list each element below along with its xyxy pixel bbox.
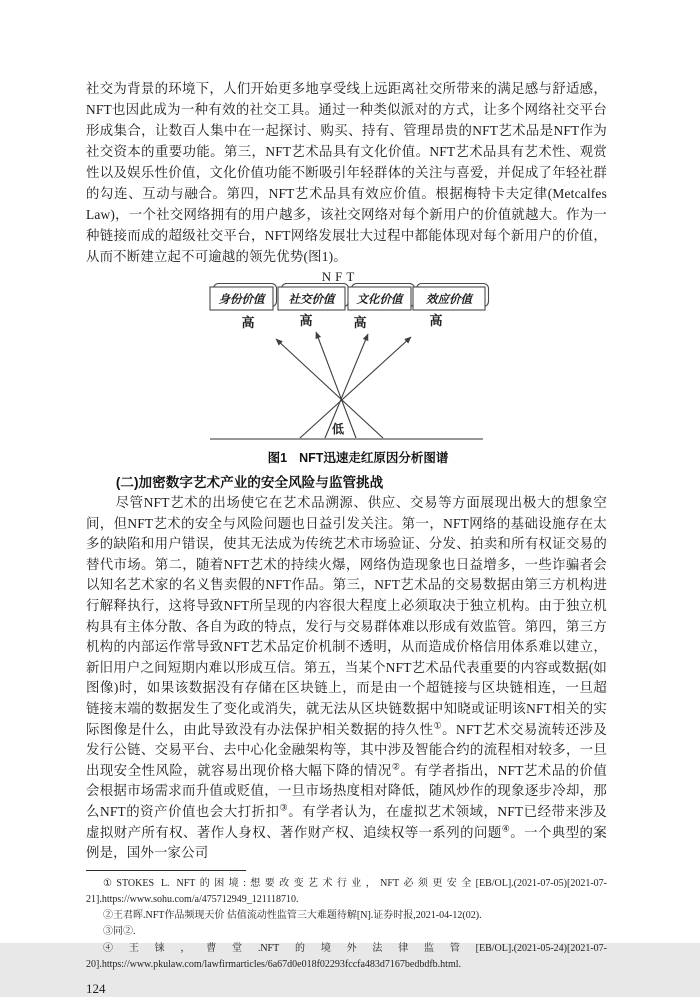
nft-value-diagram [148,267,568,445]
para2-segment: 尽管NFT艺术的出场使它在艺术品溯源、供应、交易等方面展现出极大的想象空间，但NFT艺术的安全与风险问题也日益引发关注。第一，NFT网络的基础设施存在太多的缺陷和用户错误，使其无法成为传统艺术市场验证、分发、拍卖和所有权证交易的替代市场。第二，随着NFT艺术的持续火爆，网络伪造现象也日益增多，一些诈骗者会以知名艺术家的名义售卖假的NFT作品。第三，NFT艺术品的交易数据由第三方机构进行解释执行，这将导致NFT所呈现的内容很大程度上必须取决于独立机构。由于独立机构具有主体分散、各自为政的特点，发行与交易群体难以形成有效监管。第四，第三方机构的内部运作常导致NFT艺术品定价机制不透明，从而造成价格信用体系难以建立，新旧用户之间短期内难以形成互信。第五，当某个NFT艺术品代表重要的内容或数据(如图像)时，如果该数据没有存储在区块链上，而是由一个超链接与区块链相连，一旦超链接末端的数据发生了变化或消失，就无法从区块链数据中知晓或证明该NFT相关的实际图像是什么，由此导致没有办法保护相关数据的持久性 [86,495,607,737]
footnote-ref-2: ② [391,761,401,772]
body-paragraph-1: 社交为背景的环境下，人们开始更多地享受线上远距离社交所带来的满足感与舒适感，NFT也因此成为一种有效的社交工具。通过一种类似派对的方式，让多个网络社交平台形成集合，让数百人集中在一起探讨、购买、持有、管理昂贵的NFT艺术品是NFT作为社交资本的重要功能。第三，NFT艺术品具有文化价值。NFT艺术品具有艺术性、观赏性以及娱乐性价值，文化价值功能不断吸引年轻群体的关注与喜爱，并促成了年轻社群的勾连、互动与融合。第四，NFT艺术品具有效应价值。根据梅特卡夫定律(Metcalfes Law)，一个社交网络拥有的用户越多，该社交网络对每个新用户的价值就越大。作为一种链接而成的超级社交平台，NFT网络发展壮大过程中都能体现对每个新用户的价值，从而不断建立起不可逾越的领先优势(图1)。 [86,81,607,264]
footnote-marker: ② [103,910,113,922]
high-label-4: 高 [429,313,443,328]
footnote-item [86,876,607,908]
footnote-marker: ④ [103,942,129,954]
text-column [86,78,607,997]
diagram-title: NFT [321,269,359,284]
para2-segment: 。NFT艺术交易流转还涉及发行公链、交易平台、去中心化金融架构等，其中涉及智能合约的流程相对较多，一旦出现安全性风险，就容易出现价格大幅下降的情况 [86,721,607,778]
box-label-culture: 文化价值 [356,292,403,306]
footnote-text: STOKES L. NFT的困境:想要改变艺术行业，NFT必须更安全[EB/OL].(2021-07-05)[2021-07-21].https://www.sohu.com/a/475712949_121118710. [86,877,607,905]
footnote-separator [86,870,246,871]
footnote-ref-4: ④ [501,823,511,834]
page-number: 124 [86,980,106,996]
figure-1 [148,267,568,466]
footnote-text: 王君晖.NFT作品频现天价 估值流动性监管三大难题待解[N].证券时报,2021-04-12(02). [113,910,482,922]
footnote-ref-1: ① [433,720,443,731]
box-label-social: 社交价值 [288,292,335,306]
footnote-item [86,941,607,973]
footnote-text: 同②. [113,926,136,938]
high-label-2: 高 [299,313,313,328]
box-label-identity: 身份价值 [218,292,265,306]
arrow-line [276,339,383,438]
footnote-marker: ① [103,877,117,889]
footnote-ref-3: ③ [279,802,289,813]
box-label-effect: 效应价值 [426,292,472,306]
high-label-3: 高 [353,315,367,330]
footnote-item [86,924,607,940]
footnote-marker: ③ [103,926,113,938]
para2-segment: 。一个典型的案例是，国外一家公司 [86,824,607,861]
high-label-1: 高 [241,315,255,330]
para2-segment: 。有学者认为，在虚拟艺术领域，NFT已经带来涉及虚拟财产所有权、著作人身权、著作财产权、追续权等一系列的问题 [86,803,607,840]
footnotes [86,876,607,973]
arrow-line [300,337,411,438]
figure-caption-label: 图1 [267,451,288,465]
para2-segment: 。有学者指出，NFT艺术品的价值会根据市场需求而升值或贬值，一旦市场热度相对降低，随风炒作的现象逐步冷却，那么NFT的资产价值也会大打折扣 [86,762,607,819]
figure-caption [148,448,568,466]
footnote-item [86,908,607,924]
footnote-text: 王铼，曹堂.NFT的境外法律监管[EB/OL].(2021-05-24)[2021-07-20].https://www.pkulaw.com/lawfirmarticles/6a67d0e018f02293fccfa483d7167bedbdfb.html. [86,942,608,970]
body-paragraph-2 [86,493,607,864]
low-label: 低 [331,422,345,436]
figure-caption-text: NFT迅速走红原因分析图谱 [299,451,449,465]
section-heading: (二)加密数字艺术产业的安全风险与监管挑战 [115,475,384,490]
